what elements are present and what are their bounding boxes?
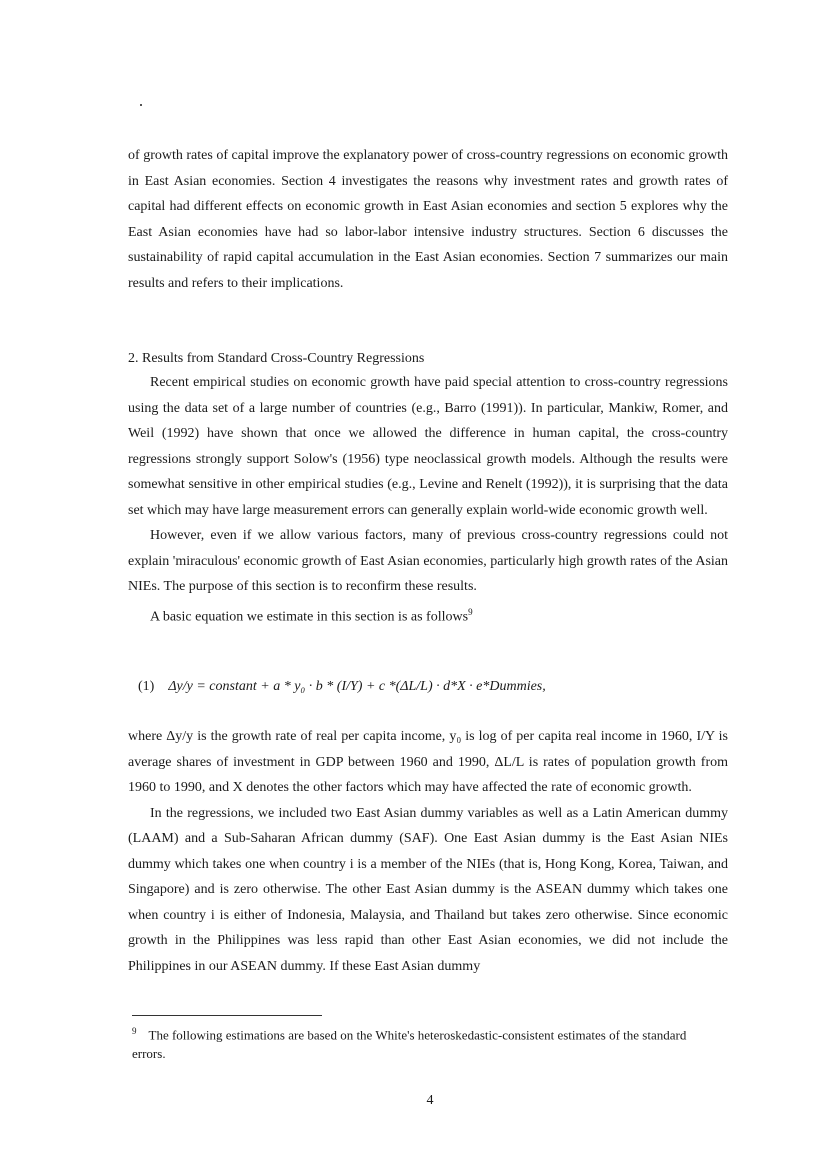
footnote-reference: 9 <box>468 606 473 617</box>
scan-speck <box>140 104 142 106</box>
footnote-text: The following estimations are based on the White's heteroskedastic-consistent estimates of the standard errors. <box>132 1027 687 1062</box>
footnote <box>132 1022 722 1063</box>
equation-body: Δy/y = constant + a * y₀ · b * (I/Y) + c *(ΔL/L) · d*X · e*Dummies, <box>168 679 546 694</box>
body-paragraph-4: where Δy/y is the growth rate of real per capita income, y₀ is log of per capita real income in 1960, I/Y is average shares of investment in GDP between 1960 and 1990, ΔL/L is rates of population growth from 1960 to 1990, and X denotes the other factors which may have affected the rate of economic growth. <box>128 729 728 795</box>
equation-1 <box>138 674 546 699</box>
section-heading: 2. Results from Standard Cross-Country Regressions <box>128 351 425 366</box>
page-number: 4 <box>426 1093 434 1108</box>
section-body <box>128 370 728 630</box>
paragraph-3-text: A basic equation we estimate in this section is as follows <box>150 609 469 625</box>
body-paragraph-5: In the regressions, we included two East Asian dummy variables as well as a Latin American dummy (LAAM) and a Sub-Saharan African dummy (SAF). One East Asian dummy is the East Asian NIEs dummy which takes one when country i is a member of the NIEs (that is, Hong Kong, Korea, Taiwan, and Singapore) and is zero otherwise. The other East Asian dummy is the ASEAN dummy which takes one when country i is either of Indonesia, Malaysia, and Thailand but takes zero otherwise. Since economic growth in the Philippines was less rapid than other East Asian economies, we did not include the Philippines in our ASEAN dummy. If these East Asian dummy <box>128 805 728 974</box>
equation-number: (1) <box>138 679 155 694</box>
footnote-divider <box>132 1015 322 1016</box>
intro-block <box>128 143 728 296</box>
intro-paragraph: of growth rates of capital improve the explanatory power of cross-country regressions on economic growth in East Asian economies. Section 4 investigates the reasons why investment rates and growth rates of capital had different effects on economic growth in East Asian economies and section 5 explores why the East Asian economies have had so labor-labor intensive industry structures. Section 6 discusses the sustainability of rapid capital accumulation in the East Asian economies. Section 7 summarizes our main results and refers to their implications. <box>128 148 728 291</box>
section-body-continued <box>128 724 728 979</box>
body-paragraph-2: However, even if we allow various factors, many of previous cross-country regressions could not explain 'miraculous' economic growth of East Asian economies, particularly high growth rates of the Asian NIEs. The purpose of this section is to reconfirm these results. <box>128 528 728 594</box>
body-paragraph-1: Recent empirical studies on economic growth have paid special attention to cross-country regressions using the data set of a large number of countries (e.g., Barro (1991)). In particular, Mankiw, Romer, and Weil (1992) have shown that once we allowed the difference in human capital, the cross-country regressions strongly support Solow's (1956) type neoclassical growth models. Although the results were somewhat sensitive in other empirical studies (e.g., Levine and Renelt (1992)), it is surprising that the data set which may have large measurement errors can generally explain world-wide economic growth well. <box>128 375 728 518</box>
body-paragraph-3 <box>128 600 728 630</box>
footnote-marker: 9 <box>132 1026 137 1036</box>
